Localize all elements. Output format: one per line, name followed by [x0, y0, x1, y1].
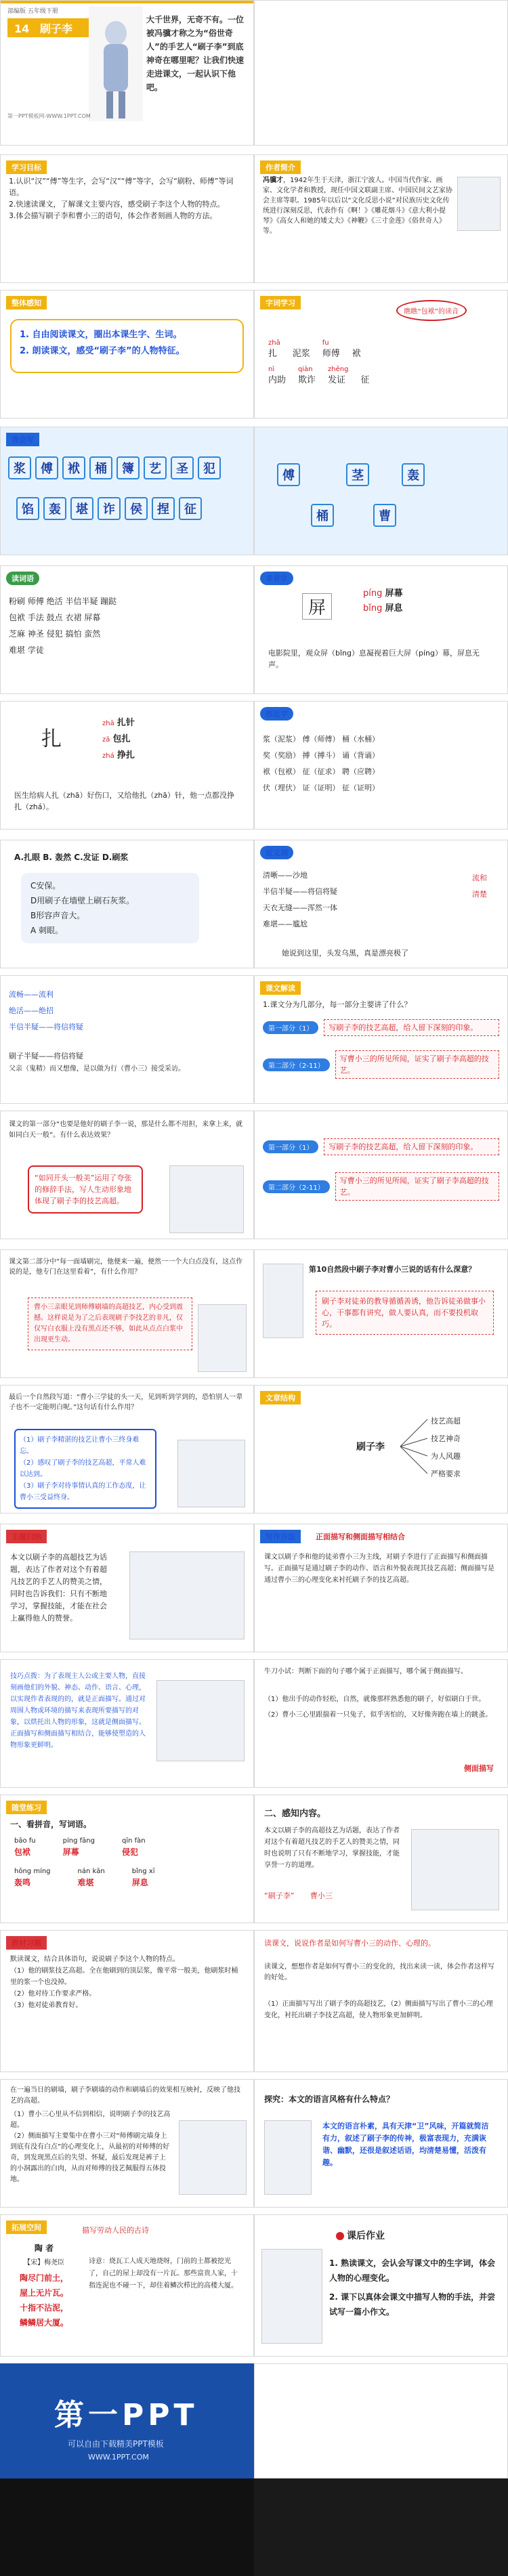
write-char: 诈: [98, 497, 121, 520]
footer-strip-right: [254, 2478, 508, 2576]
exercise-item: píng fāng 屏幕: [62, 1837, 95, 1857]
write-char: 傅: [277, 463, 300, 486]
choice-options: A.扎眼 B. 轰然 C.发证 D.刷浆: [14, 853, 129, 862]
polyphone-sentence: 电影院里，观众屏（bǐng）息凝视着巨大屏（píng）幕，屏息无声。: [268, 649, 480, 669]
similar-row: 伏（埋伏） 证（证明） 征（证明）: [263, 783, 379, 792]
textbook-tag: 教材习题: [6, 1936, 47, 1950]
part-1-row-2: [263, 1138, 499, 1155]
homework-item: 2. 课下以真体会课文中描写人物的手法，并尝试写一篇小作文。: [329, 2292, 496, 2317]
exercise-item: nán kān 难堪: [77, 1868, 105, 1887]
slide-practice: [254, 1659, 508, 1788]
painter-icon: [89, 6, 143, 121]
read-line: 芝麻 神圣 侵犯 搞怕 蛮然: [9, 629, 101, 639]
synonym-answer: 清楚: [472, 890, 487, 899]
structure-center: 刷子李: [356, 1442, 385, 1453]
exercise-item: bǐng xī 屏息: [131, 1868, 155, 1887]
discussion2-question: 课文第二部分中“每一面墙刷完，他便来一遍，便然一一个大白点没有，这点作说的是，他专门在这里看着”，有什么作用？: [9, 1258, 243, 1276]
writing-tag: 写作方法: [260, 1530, 301, 1543]
slide-polyphone-2: [0, 701, 254, 830]
textbook2-detail: （1）正面描写写出了刷子李的高超技艺，（2）侧面描写写出了曹小三的心理变化，衬托出刷子李技艺高超，使人物形象更加鲜明。: [264, 2000, 493, 2019]
choice-item: A 刺眼。: [30, 926, 64, 935]
slide-reading-2: [254, 1111, 508, 1239]
synonym2-item: 流畅——流利: [9, 990, 54, 999]
reading-tag: 课文解读: [260, 981, 301, 995]
reading-word: 屏幕: [385, 588, 403, 599]
vocab-tag: 字词学习: [260, 296, 301, 309]
similar-row: 浆（泥浆） 傅（师傅） 桶（水桶）: [263, 735, 379, 744]
vocab-item: zhā 扎: [268, 339, 280, 359]
slide-explore: [254, 2079, 508, 2208]
write-tag: 我会写: [6, 433, 39, 446]
vocab-item: 袱: [352, 349, 361, 359]
write-char: 艺: [144, 456, 167, 479]
write-char: 傅: [35, 456, 58, 479]
slide-analysis: [0, 2079, 254, 2208]
perceive-answer: “刷子李”: [264, 1891, 295, 1900]
polyphone2-sentence: 医生给病人扎（zhā）好伤口，又给他扎（zhā）针，他一点都没挣扎（zhá）。: [14, 791, 234, 811]
synonym-tag: 近义词: [260, 846, 293, 859]
top-bar: [1, 1, 253, 3]
analysis-text: 在一遍当日的刷墙，刷子李刷墙的动作和刷墙后的效果相互映衬，反映了他技艺的高超。: [10, 2086, 240, 2105]
author-text: ，1942年生于天津，浙江宁波人。中国当代作家、画家、文化学者和教授，现任中国文联副主席、中国民间文艺家协会主席等职。1985年以后以“文化反思小说”对民族历史文化传统进行深刻反思，代表作有《啊！》《雕花烟斗》《意大利小提琴》《高女人和她的矮丈夫》《神鞭》《三寸金莲》《俗世奇人》等。: [263, 177, 452, 235]
slide-extend: [0, 2214, 254, 2357]
synonym2-item: 绝活——绝招: [9, 1006, 54, 1015]
overview-box: [10, 319, 244, 373]
part-2-text: 写曹小三的所见所闻，证实了刷子李高超的技艺。: [335, 1050, 499, 1079]
slide-structure: [254, 1385, 508, 1514]
slide-synonym-2: [0, 975, 254, 1104]
reader-image: [156, 1680, 245, 1761]
structure-tag: 文章结构: [260, 1391, 301, 1404]
lesson-number: 14: [14, 22, 30, 35]
polyphone-tag: 多音字: [260, 572, 293, 585]
exercise-tag: 随堂练习: [6, 1801, 47, 1814]
poem-card: [10, 2241, 78, 2330]
synonym2-sentence: 父亲（鬼精）而又想像，是以做为行（曹小三）接受采访。: [9, 1065, 185, 1073]
slide-discussion-2: [0, 1249, 254, 1378]
slide-overview: [0, 290, 254, 418]
part-1-label: 第一部分（1）: [263, 1021, 318, 1034]
vocab-grid: [268, 338, 369, 387]
read-line: 粉刷 师傅 绝活 半信半疑 蹦跶: [9, 597, 117, 606]
similar-rows: [263, 731, 499, 796]
extend-heading: 描写劳动人民的古诗: [82, 2226, 149, 2235]
part-2-label: 第二部分（2-11）: [263, 1180, 330, 1193]
goals-list: [9, 175, 245, 221]
textbook-items: [10, 1954, 244, 2011]
exercise-item: qīn fàn 侵犯: [121, 1837, 146, 1857]
poem-note: 诗意：烧瓦工人成天地烧呀，门前的土都被挖光了，自己的屋上却没有一片瓦。那些富贵人家，十指连泥也不碰一下，却住着鳞次栉比的高楼大厦。: [89, 2258, 238, 2290]
slide-perceive: [254, 1795, 508, 1923]
part-2-text: 写曹小三的所见所闻，证实了刷子李高超的技艺。: [335, 1172, 499, 1201]
structure-lines: [255, 1386, 508, 1514]
teacher-image: [198, 1304, 247, 1372]
discussion2-answer: 曹小三亲眼见到师傅刷墙的高超技艺，内心受到震撼。这样说是为了之后表现刷子李技艺的非凡，仅仅写白衣服上没有黑点还不够，如此从点点白浆中出现更生动。: [28, 1297, 192, 1350]
poem-line: 陶尽门前土，: [19, 2273, 68, 2283]
reading-word: 包扎: [112, 734, 131, 744]
exercise-grid: [14, 1836, 154, 1889]
synonym-answer: 流和: [472, 874, 487, 882]
footer-logo: 第一PPT: [54, 2398, 198, 2432]
author-text-box: [263, 175, 453, 236]
textbook-item: （1）他的刷浆技艺高超。全在他刷到的顶层浆，像平常一般美，他刷浆时桶里的浆一个也没掉。: [10, 1967, 238, 1986]
poem-author: 【宋】梅尧臣: [24, 2259, 64, 2267]
synonym-pair: 难堪——尴尬: [263, 920, 308, 928]
answer-item: （1）刷子李精湛的技艺让曹小三终身难忘。: [20, 1436, 140, 1455]
slide-textbook-2: [254, 1930, 508, 2072]
vocab-item: fu 师傅: [322, 339, 340, 359]
boy-image: [261, 2249, 322, 2344]
part-2-row-2: [263, 1172, 499, 1201]
tips-text: 技巧点拨：为了表现主人公或主要人物，直接刻画他们的外貌、神态、动作、语言、心理，以实现作者表现的的，就是正面描写。通过对周围人物或环境的描写来表现所要描写的对象，以烘托出人物的形象，这就是侧面描写。正面描写和侧面描写相结合，能够使塑造的人物形象更鲜明。: [10, 1673, 146, 1749]
vocab-item: nì 内助: [268, 366, 287, 385]
discussion4-question: 最后一个自然段写道：“曹小三学徒的头一天，见到听到学到的，恐怕别人一辈子也不一定能明白呢。”这句话有什么作用？: [9, 1394, 243, 1411]
synonym2-item: 半信半疑——将信将疑: [9, 1023, 83, 1031]
textbook2-text: 读课文，想想作者是如何写曹小三的变化的，找出来读一读，体会作者这样写的好处。: [264, 1963, 494, 1981]
write-char: 桶: [89, 456, 112, 479]
synonym-pair: 天衣无缝——浑然一体: [263, 903, 337, 912]
perceive-title: 二、感知内容。: [264, 1809, 326, 1819]
choice-box: [21, 873, 199, 943]
slide-goals: [0, 154, 254, 283]
part-1-text: 写刷子李的技艺高超，给人留下深刻的印象。: [324, 1138, 499, 1155]
slide-author: [254, 154, 508, 283]
part-1-row: [263, 1019, 499, 1036]
vocab-bubble: 瞧瞧“包袱”的读音: [396, 300, 467, 321]
choice-item: B形容声音大。: [30, 911, 85, 920]
write-char: 桶: [311, 504, 334, 527]
write-char: 犯: [198, 456, 221, 479]
vocab-item: 征: [360, 375, 370, 385]
explore-title: 探究：本文的语言风格有什么特点？: [264, 2095, 395, 2104]
polyphone2-readings: zhā 扎针 zā 包扎 zhá 挣扎: [102, 718, 135, 760]
reading-question: 1.课文分为几部分，每一部分主要讲了什么？: [263, 1000, 412, 1009]
slide-tips: [0, 1659, 254, 1788]
reading-word: 挣扎: [117, 750, 135, 760]
vocab-item: qiàn 欺诈: [298, 366, 316, 385]
slide-writing: [254, 1524, 508, 1652]
exercise-item: bāo fu 包袱: [14, 1837, 36, 1857]
similar-row: 奖（奖励） 搏（搏斗） 诵（背诵）: [263, 751, 379, 760]
slide-write-2: [254, 427, 508, 555]
discussion3-question: 第10自然段中刷子李对曹小三说的话有什么深意？: [309, 1265, 476, 1274]
read-line: 包袱 手法 鼓点 衣裙 屏幕: [9, 613, 101, 622]
analysis-item: （1）曹小三心里从不信到相信，说明刷子李的技艺高超。: [10, 2111, 171, 2129]
reading-pinyin: píng: [363, 588, 383, 599]
slide-write: [0, 427, 254, 555]
read-tag: 读词语: [6, 572, 39, 585]
write-char: 征: [179, 497, 202, 520]
write-char: 茎: [346, 463, 369, 486]
polyphone-char: 屏: [302, 593, 332, 620]
textbook2-question: 读课文，说说作者是如何写曹小三的动作、心理的。: [264, 1939, 436, 1948]
similar-row: 袱（包袱） 征（征求） 聘（应聘）: [263, 767, 379, 776]
reading-pinyin: bǐng: [363, 603, 383, 614]
girl-image: [264, 2120, 312, 2195]
homework-title-text: 课后作业: [347, 2231, 385, 2241]
read-lines: [9, 593, 245, 658]
students-image: [411, 1829, 499, 1910]
teacher-image-2: [263, 1264, 303, 1338]
slide-title: [0, 0, 254, 146]
slide-logo: [0, 2363, 254, 2478]
goals-tag: 学习目标: [6, 160, 47, 174]
structure-branch: 严格要求: [431, 1469, 461, 1478]
write-grid-2: [275, 461, 427, 488]
part-2-row: [263, 1050, 499, 1079]
choice-item: C安保。: [30, 881, 61, 890]
homework-items: [329, 2256, 498, 2319]
poem-line: 鳞鳞居大厦。: [19, 2318, 68, 2327]
write-char: 圣: [171, 456, 194, 479]
author-photo: [457, 177, 501, 231]
kid-image: [177, 1440, 245, 1507]
writing-text: 课文以刷子李和他的徒弟曹小三为主线，对刷子李进行了正面描写和侧面描写。正面描写是通过刷子李的动作、语言和外貌表现其技艺高超；侧面描写是通过曹小三的心理变化来衬托刷子李的技艺高超。: [264, 1553, 494, 1584]
slide-discussion-1: [0, 1111, 254, 1239]
lesson-title: 刷子李: [39, 22, 72, 35]
slide-right-1: [254, 0, 508, 146]
write-row-1: [6, 454, 223, 481]
reading-word: 扎针: [117, 718, 135, 728]
theme-text: 本文以刷子李的高超技艺为话题，表达了作者对这个有着超凡技艺的手艺人的赞美之情，同时也告诉我们：只有不断地学习，掌握技能，才能在社会上赢得他人的赞誉。: [10, 1553, 107, 1623]
goal-item: 3.体会描写刷子李和曹小三的语句，体会作者刻画人物的方法。: [9, 211, 217, 220]
structure-branches: [431, 1413, 461, 1483]
slide-polyphone: [254, 565, 508, 694]
vocab-item: 泥浆: [292, 349, 310, 359]
write-row-2: [14, 495, 204, 522]
structure-branch: 技艺高超: [431, 1417, 461, 1425]
homework-title: [336, 2229, 385, 2242]
discussion4-answers: [14, 1429, 156, 1509]
painter-illustration: [89, 6, 143, 121]
practice-title: 牛刀小试：判断下面的句子哪个属于正面描写，哪个属于侧面描写。: [264, 1668, 467, 1675]
slide-similar: [254, 701, 508, 830]
textbook-item: （3）他对徒弟教育好。: [10, 2002, 83, 2009]
synonym-pair: 清晰——沙地: [263, 871, 308, 880]
lesson-title-box: [7, 18, 89, 37]
homework-item: 1. 熟读课文，会认会写课文中的生字词，体会人物的心理变化。: [329, 2258, 496, 2283]
theme-tag: 主题归纳: [6, 1530, 47, 1543]
exercise-item: hōng míng 轰鸣: [14, 1868, 51, 1887]
practice-items: [264, 1694, 498, 1721]
write-char: 侯: [125, 497, 148, 520]
overview-q2: 2. 朗读课文，感受“刷子李”的人物特征。: [20, 346, 185, 356]
slide-homework: [254, 2214, 508, 2357]
mother-child-image: [179, 2120, 247, 2195]
analysis-item: （2）侧面描写主要集中在曹小三对“师傅刷完墙身上到底有没有白点”的心理变化上，从最初的对师傅的好奇，到发现黑点后的失望、怀疑，最后发现是裤子上的小洞露出的白肉，从而对师傅的技艺佩服得五体投地。: [10, 2132, 170, 2183]
practice-item: （2）曹小三心里跟揣着一只兔子，似乎害怕的，又好像奔跑在墙上的跳蚤。: [264, 1711, 492, 1719]
write-char: 堪: [70, 497, 93, 520]
synonym-pair: 半信半疑——将信将疑: [263, 887, 337, 896]
answer-item: （2）感叹了刷子李的技艺高超，平常人难以达到。: [20, 1459, 146, 1478]
footer-strip-left: [0, 2478, 254, 2576]
practice-item: （1）他出手的动作轻松，自然，就像那样熟悉他的刷子，好似刷白于世。: [264, 1696, 486, 1703]
write-char: 轰: [402, 463, 425, 486]
student-image: [169, 1165, 244, 1233]
slide-discussion-4: [0, 1385, 254, 1514]
answer-item: （3）刷子李对待事情认真的工作态度，让曹小三受益终身。: [20, 1482, 146, 1501]
slide-textbook: [0, 1930, 254, 2072]
write-char: 浆: [8, 456, 31, 479]
discussion1-quote: “如同开头一般美”运用了夸张的修辞手法，写人生动形象地体现了刷子李的技艺高超。: [28, 1165, 143, 1214]
exercise-sub: 一、看拼音，写词语。: [10, 1820, 92, 1829]
part-1-label: 第一部分（1）: [263, 1140, 318, 1153]
textbook-item: 默读课文，结合具体语句，说说刷子李这个人物的特点。: [10, 1956, 179, 1963]
slide-synonym: [254, 840, 508, 968]
write-char: 馅: [16, 497, 39, 520]
synonym-pairs: [263, 867, 499, 932]
author-name: 冯骥才: [263, 177, 283, 184]
overview-q1: 1. 自由阅读课文，圈出本课生字、生词。: [20, 330, 182, 340]
intro-text: 大千世界，无奇不有。一位被冯骥才称之为“俗世奇人”的手艺人“刷子李”到底神奇在哪里呢？让我们快速走进课文，一起认识下他吧。: [146, 15, 245, 92]
structure-branch: 技艺神奇: [431, 1434, 461, 1443]
extend-tag: 拓展空间: [6, 2220, 47, 2234]
similar-tag: 形近字: [260, 707, 293, 721]
writing-head: 正面描写和侧面描写相结合: [316, 1532, 405, 1541]
author-tag: 作者简介: [260, 160, 301, 174]
synonym-line: 她说到这里，头发乌黑，真是漂亮极了: [282, 949, 408, 958]
slide-choice: [0, 840, 254, 968]
slide-blank: [254, 2363, 508, 2478]
analysis-items: [10, 2109, 172, 2185]
part-1-text: 写刷子李的技艺高超，给人留下深刻的印象。: [324, 1019, 499, 1036]
slide-discussion-3: [254, 1249, 508, 1378]
site-label: 第一PPT模板网-WWW.1PPT.COM: [7, 113, 91, 119]
poem-line: 屋上无片瓦。: [19, 2288, 68, 2298]
write-char: 捏: [152, 497, 175, 520]
vocab-item: zhēng 发证: [328, 366, 349, 385]
slide-exercise: [0, 1795, 254, 1923]
footer-line2: WWW.1PPT.COM: [88, 2453, 149, 2462]
choice-item: D用刷子在墙壁上刷石灰浆。: [30, 896, 135, 905]
read-line: 难堪 学徒: [9, 645, 44, 655]
part-2-label: 第二部分（2-11）: [263, 1058, 330, 1071]
poem-title: 陶 者: [34, 2244, 54, 2253]
write-char: 簿: [117, 456, 140, 479]
reading-word: 屏息: [385, 603, 403, 614]
write-char: 袱: [62, 456, 85, 479]
slide-vocab: [254, 290, 508, 418]
structure-branch: 为人风趣: [431, 1452, 461, 1461]
synonym2-line: 刷子半疑——将信将疑: [9, 1052, 83, 1060]
polyphone-readings: [363, 586, 403, 616]
write-char: 曹: [373, 504, 396, 527]
series-label: 部编版 五年级下册: [7, 8, 58, 15]
slide-theme: [0, 1524, 254, 1652]
overview-tag: 整体感知: [6, 296, 47, 309]
synonym2-items: [9, 987, 245, 1035]
perceive-answers: [264, 1890, 333, 1901]
poem-line: 十指不沾泥，: [19, 2303, 68, 2313]
perceive-text: 本文以刷子李的高超技艺为话题，表达了作者对这个有着超凡技艺的手艺人的赞美之情，同时也说明了只有不断地学习，掌握技能，才能享誉一方的道理。: [264, 1827, 400, 1869]
polyphone2-char: 扎: [41, 727, 62, 751]
textbook-item: （2）他对待工作要求严格。: [10, 1990, 96, 1998]
practice-answer: 侧面描写: [464, 1764, 494, 1773]
discussion3-answer: 刷子李对徒弟的教导循循善诱，他告诉徒弟做事小心，干事都有讲究，做人要认真，而不要投机取巧。: [316, 1291, 494, 1335]
discussion1-text: 课文的第一部分“也要是他好的刷子李一说，那是什么都不用担，来拿上来，就如同白天一般”。有什么表达效果？: [9, 1121, 243, 1139]
craftsman-image: [129, 1551, 245, 1639]
write-char: 轰: [43, 497, 66, 520]
explore-text: 本文的语言朴素，具有天津“卫”风味，开篇就简洁有力，叙述了刷子李的传神，极富表现力，充满诙谐、幽默，还很是叙述话语，均清楚易懂，活泼有趣。: [322, 2122, 489, 2167]
slide-read: [0, 565, 254, 694]
homework-icon: [336, 2232, 344, 2240]
write-grid-3: [309, 502, 398, 529]
perceive-answer: 曹小三: [310, 1891, 333, 1900]
slide-reading-1: [254, 975, 508, 1104]
goal-item: 2.快速读课文，了解课文主要内容，感受刷子李这个人物的特点。: [9, 200, 225, 209]
goal-item: 1.认识“汉”“傅”等生字，会写“汉”“傅”等字，会写“刷粉、师傅”等词语。: [9, 177, 234, 197]
footer-line1: 可以自由下载精美PPT模板: [68, 2439, 164, 2449]
synonym-right: [472, 870, 487, 903]
